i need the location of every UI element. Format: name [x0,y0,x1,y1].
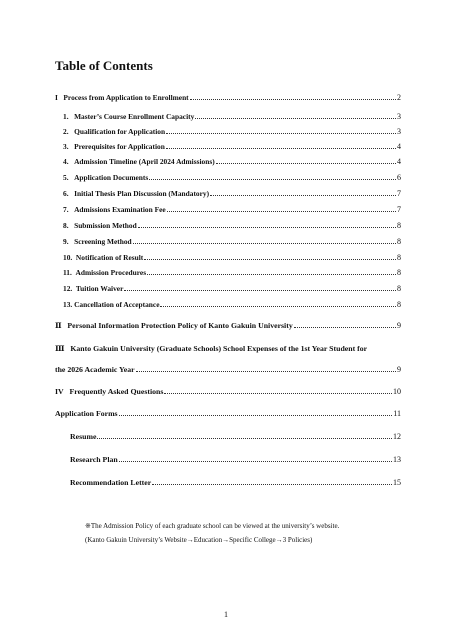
toc-page-number: 6 [397,173,401,182]
toc-entry[interactable] [63,267,401,278]
toc-page-number: 8 [397,300,401,309]
toc-label: IV Frequently Asked Questions [55,387,164,396]
toc-page-number: 15 [393,478,401,487]
toc-label: 13. Cancellation of Acceptance [63,300,160,309]
dot-leader [167,204,396,212]
toc-entry[interactable] [63,220,401,231]
toc-label: 8. Submission Method [63,221,137,230]
toc-page-number: 9 [397,321,401,330]
toc-label: Ⅱ Personal Information Protection Policy of Kanto Gakuin University [55,321,293,330]
toc-entry[interactable] [63,141,401,152]
toc-entry-section-3[interactable] [55,364,401,375]
toc-label: 12. Tuition Waiver [63,284,124,293]
toc-page-number: 8 [397,253,401,262]
toc-page-number: 8 [397,221,401,230]
toc-entry[interactable] [63,126,401,137]
toc-page-number: 7 [397,189,401,198]
toc-page-number: 13 [393,455,401,464]
dot-leader [133,236,396,244]
dot-leader [138,220,396,228]
toc-entry-application-forms[interactable] [55,408,401,419]
toc-label: 11. Admission Procedures [63,268,147,277]
toc-label: 9. Screening Method [63,237,132,246]
dot-leader [160,299,396,307]
toc-page-number: 8 [397,268,401,277]
toc-page-number: 8 [397,284,401,293]
toc-entry[interactable] [63,299,401,310]
toc-page-number: 11 [393,409,401,418]
toc-page-number: 10 [393,387,401,396]
toc-section-3-line-1[interactable]: Ⅲ Kanto Gakuin University (Graduate Schools) School Expenses of the 1st Year Student for [55,344,368,353]
toc-entry[interactable] [63,111,401,122]
dot-leader [190,92,396,100]
dot-leader [119,454,392,462]
toc-page-number: 4 [397,157,401,166]
toc-label: Recommendation Letter [70,478,152,487]
toc-page-number: 4 [397,142,401,151]
toc-page-number: 9 [397,365,401,374]
toc-label: Research Plan [70,455,118,464]
toc-label: 3. Prerequisites for Application [63,142,165,151]
toc-entry-form[interactable] [70,454,401,465]
dot-leader [119,408,393,416]
toc-entry[interactable] [63,283,401,294]
toc-label: 1. Master’s Course Enrollment Capacity [63,112,195,121]
toc-entry-section-1[interactable] [55,92,401,103]
toc-entry[interactable] [63,204,401,215]
toc-page-number: 8 [397,237,401,246]
toc-entry-form[interactable] [70,477,401,488]
toc-label: 7. Admissions Examination Fee [63,205,166,214]
toc-label: Application Forms [55,409,118,418]
toc-entry[interactable] [63,252,401,263]
dot-leader [294,320,396,328]
dot-leader [164,386,392,394]
dot-leader [124,283,396,291]
dot-leader [216,156,396,164]
toc-label: 10. Notification of Result [63,253,144,262]
dot-leader [97,431,392,439]
toc-label: the 2026 Academic Year [55,365,135,374]
dot-leader [147,267,396,275]
dot-leader [166,141,396,149]
toc-entry[interactable] [63,156,401,167]
admission-policy-note: ※The Admission Policy of each graduate school can be viewed at the university’s website. [85,522,340,530]
toc-label: 2. Qualification for Application [63,127,166,136]
toc-entry[interactable] [63,188,401,199]
toc-page-number: 3 [397,112,401,121]
toc-page-number: 12 [393,432,401,441]
toc-page-number: 3 [397,127,401,136]
toc-entry-section-4[interactable] [55,386,401,397]
page-title: Table of Contents [55,58,153,73]
page-number: 1 [224,610,228,619]
dot-leader [149,172,396,180]
toc-page-number: 7 [397,205,401,214]
toc-page-number: 2 [397,93,401,102]
toc-label: I Process from Application to Enrollment [55,93,189,102]
dot-leader [195,111,396,119]
website-path-note: (Kanto Gakuin University’s Website→Education→Specific College→3 Policies) [85,536,313,544]
toc-label: 4. Admission Timeline (April 2024 Admissions) [63,157,215,166]
toc-entry-form[interactable] [70,431,401,442]
dot-leader [136,364,396,372]
dot-leader [152,477,392,485]
toc-entry-section-2[interactable] [55,320,401,331]
toc-label: 6. Initial Thesis Plan Discussion (Mandatory) [63,189,210,198]
toc-entry[interactable] [63,236,401,247]
dot-leader [210,188,396,196]
toc-label: Resume [70,432,97,441]
dot-leader [144,252,396,260]
toc-label: 5. Application Documents [63,173,149,182]
toc-entry[interactable] [63,172,401,183]
dot-leader [166,126,396,134]
